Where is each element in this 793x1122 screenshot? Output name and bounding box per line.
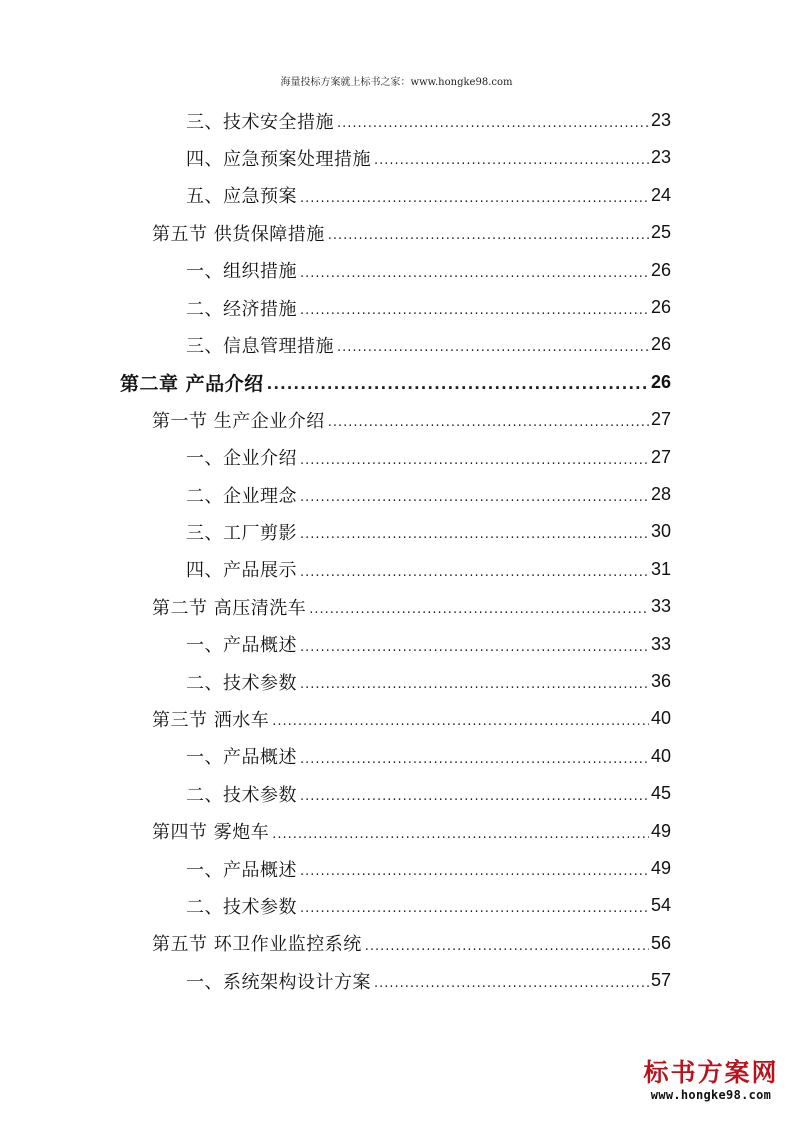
toc-entry[interactable] — [186, 775, 671, 812]
toc-entry[interactable] — [152, 700, 671, 737]
toc-entry-page: 33 — [650, 633, 671, 654]
toc-entry-label: 一、企业介绍 — [186, 448, 297, 470]
toc-entry-page: 26 — [650, 259, 671, 280]
toc-entry[interactable] — [186, 626, 671, 663]
toc-entry[interactable] — [152, 401, 671, 438]
toc-entry[interactable] — [186, 476, 671, 513]
toc-entry-page: 24 — [650, 184, 671, 205]
toc-entry-label: 四、应急预案处理措施 — [186, 148, 371, 170]
toc-entry-label: 二、技术参数 — [186, 784, 297, 806]
toc-entry-page: 49 — [650, 858, 671, 878]
toc-entry-page: 33 — [650, 596, 671, 617]
toc-entry-page: 27 — [650, 409, 671, 430]
toc-entry-page: 26 — [650, 334, 671, 355]
toc-entry-label: 三、工厂剪影 — [186, 522, 297, 544]
toc-entry[interactable] — [186, 326, 671, 363]
toc-dot-leader — [300, 789, 649, 804]
toc-dot-leader — [300, 191, 649, 206]
toc-dot-leader — [328, 415, 649, 430]
logo-url: www.hongke98.com — [650, 1088, 772, 1102]
logo-title: 标书方案网 — [643, 1058, 779, 1087]
toc-entry[interactable] — [186, 887, 671, 924]
toc-entry-label: 第五节 供货保障措施 — [152, 223, 325, 245]
toc-entry[interactable] — [186, 850, 671, 887]
toc-dot-leader — [300, 677, 649, 692]
toc-entry[interactable] — [186, 139, 671, 176]
toc-entry[interactable] — [186, 663, 671, 700]
toc-entry-label: 第五节 环卫作业监控系统 — [152, 934, 362, 956]
page-header: 海量投标方案就上标书之家：www.hongke98.com — [280, 77, 513, 88]
toc-entry-label: 二、技术参数 — [186, 896, 297, 918]
toc-dot-leader — [300, 640, 649, 655]
toc-entry[interactable] — [152, 588, 671, 625]
toc-entry-label: 五、应急预案 — [186, 186, 297, 208]
toc-dot-leader — [300, 901, 649, 916]
toc-entry[interactable] — [186, 738, 671, 775]
toc-dot-leader — [272, 827, 649, 842]
toc-entry-page: 45 — [650, 783, 671, 804]
toc-entry-label: 二、企业理念 — [186, 485, 297, 507]
toc-entry-label: 三、技术安全措施 — [186, 111, 334, 133]
toc-dot-leader — [309, 602, 649, 617]
toc-entry[interactable] — [186, 962, 671, 999]
toc-entry-label: 第二节 高压清洗车 — [152, 597, 307, 619]
toc-entry[interactable] — [186, 289, 671, 326]
toc-entry-label: 一、产品概述 — [186, 747, 297, 769]
toc-entry-page: 57 — [650, 970, 671, 991]
toc-entry-label: 二、经济措施 — [186, 298, 297, 320]
toc-entry[interactable] — [186, 551, 671, 588]
toc-dot-leader — [328, 228, 649, 243]
toc-entry[interactable] — [186, 177, 671, 214]
toc-entry[interactable] — [186, 102, 671, 139]
toc-entry-page: 23 — [650, 147, 671, 168]
toc-entry-label: 第一节 生产企业介绍 — [152, 410, 325, 432]
toc-dot-leader — [267, 375, 649, 393]
toc-entry-page: 26 — [650, 297, 671, 317]
toc-entry-label: 四、产品展示 — [186, 560, 297, 582]
toc-entry-page: 25 — [650, 222, 671, 243]
toc-dot-leader — [374, 976, 649, 991]
toc-entry-label: 第四节 雾炮车 — [152, 822, 270, 844]
toc-entry-page: 26 — [650, 371, 671, 392]
toc-entry-page: 30 — [650, 521, 671, 542]
toc-entry-label: 一、产品概述 — [186, 859, 297, 881]
toc-dot-leader — [300, 565, 649, 580]
toc-entry[interactable] — [152, 214, 671, 251]
toc-dot-leader — [337, 116, 649, 131]
toc-entry-page: 40 — [650, 745, 671, 766]
toc-dot-leader — [300, 453, 649, 468]
toc-dot-leader — [365, 939, 649, 954]
toc-entry-label: 二、技术参数 — [186, 672, 297, 694]
toc-entry-page: 40 — [650, 708, 671, 729]
toc-dot-leader — [300, 490, 649, 505]
toc-entry-page: 36 — [650, 671, 671, 691]
toc-entry-page: 49 — [650, 820, 671, 841]
toc-entry-label: 一、系统架构设计方案 — [186, 971, 371, 993]
toc-entry-page: 23 — [650, 110, 671, 130]
toc-entry-label: 第三节 洒水车 — [152, 709, 270, 731]
toc-dot-leader — [300, 864, 649, 879]
toc-entry-label: 一、组织措施 — [186, 261, 297, 283]
toc-dot-leader — [300, 303, 649, 318]
toc-dot-leader — [300, 266, 649, 281]
toc-entry-page: 54 — [650, 895, 671, 916]
toc-dot-leader — [272, 714, 649, 729]
toc-entry-page: 27 — [650, 446, 671, 467]
toc-entry[interactable] — [152, 813, 671, 850]
toc-entry[interactable] — [186, 513, 671, 550]
toc-entry-page: 31 — [650, 558, 671, 579]
toc-entry-label: 一、产品概述 — [186, 635, 297, 657]
toc-entry[interactable] — [186, 439, 671, 476]
watermark-logo — [636, 1058, 786, 1102]
toc-entry[interactable] — [120, 364, 671, 401]
toc-dot-leader — [300, 527, 649, 542]
toc-entry-page: 56 — [650, 932, 671, 953]
toc-dot-leader — [300, 752, 649, 767]
toc-entry-page: 28 — [650, 484, 671, 504]
toc-entry-label: 第二章 产品介绍 — [120, 372, 264, 395]
toc-dot-leader — [374, 153, 649, 168]
toc-dot-leader — [337, 340, 649, 355]
toc-entry-label: 三、信息管理措施 — [186, 335, 334, 357]
toc-entry[interactable] — [152, 925, 671, 962]
toc-entry[interactable] — [186, 252, 671, 289]
